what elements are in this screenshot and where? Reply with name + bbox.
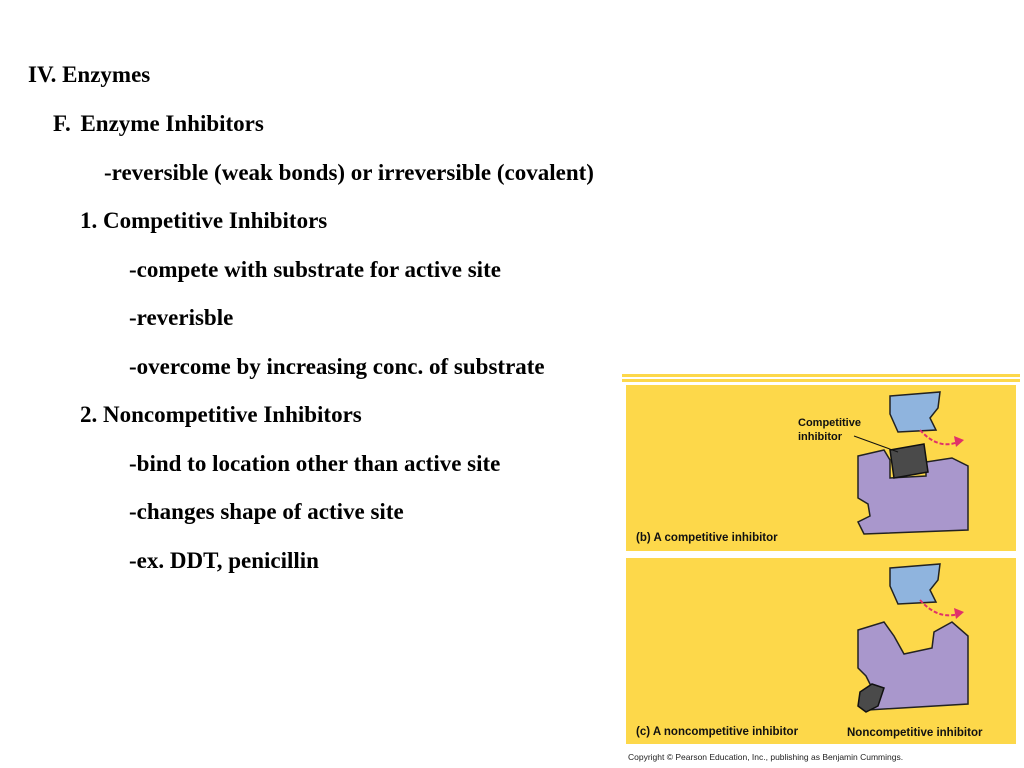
panel-noncompetitive [626,558,1016,744]
item2-point: -ex. DDT, penicillin [129,548,319,573]
subsection-heading [53,112,264,135]
substrate-shape-b [890,392,940,432]
competitive-label-line1: Competitive [798,417,861,429]
item1-point: -reverisble [129,305,234,330]
panel-competitive [626,385,1016,551]
noncompetitive-label: Noncompetitive inhibitor [847,727,983,739]
competitive-inhibitor-shape [890,444,928,478]
section-heading: IV. Enzymes [28,62,151,87]
subsection-marker: F. [53,111,71,136]
panel-b-caption: (b) A competitive inhibitor [636,532,778,544]
reversibility-note: -reversible (weak bonds) or irreversible (covalent) [104,160,594,185]
substrate-shape-c [890,564,940,604]
copyright-note: Copyright © Pearson Education, Inc., publishing as Benjamin Cummings. [628,752,904,762]
item2-point: -bind to location other than active site [129,451,501,476]
panel-c-caption: (c) A noncompetitive inhibitor [636,726,799,738]
item1-point: -compete with substrate for active site [129,257,501,282]
competitive-label-line2: inhibitor [798,431,842,443]
item2-point: -changes shape of active site [129,499,404,524]
item2-title: 2. Noncompetitive Inhibitors [80,402,362,427]
item1-title: 1. Competitive Inhibitors [80,208,328,233]
item1-point: -overcome by increasing conc. of substrate [129,354,545,379]
subsection-title: Enzyme Inhibitors [80,111,264,136]
enzyme-inhibitor-figure [622,374,1020,768]
